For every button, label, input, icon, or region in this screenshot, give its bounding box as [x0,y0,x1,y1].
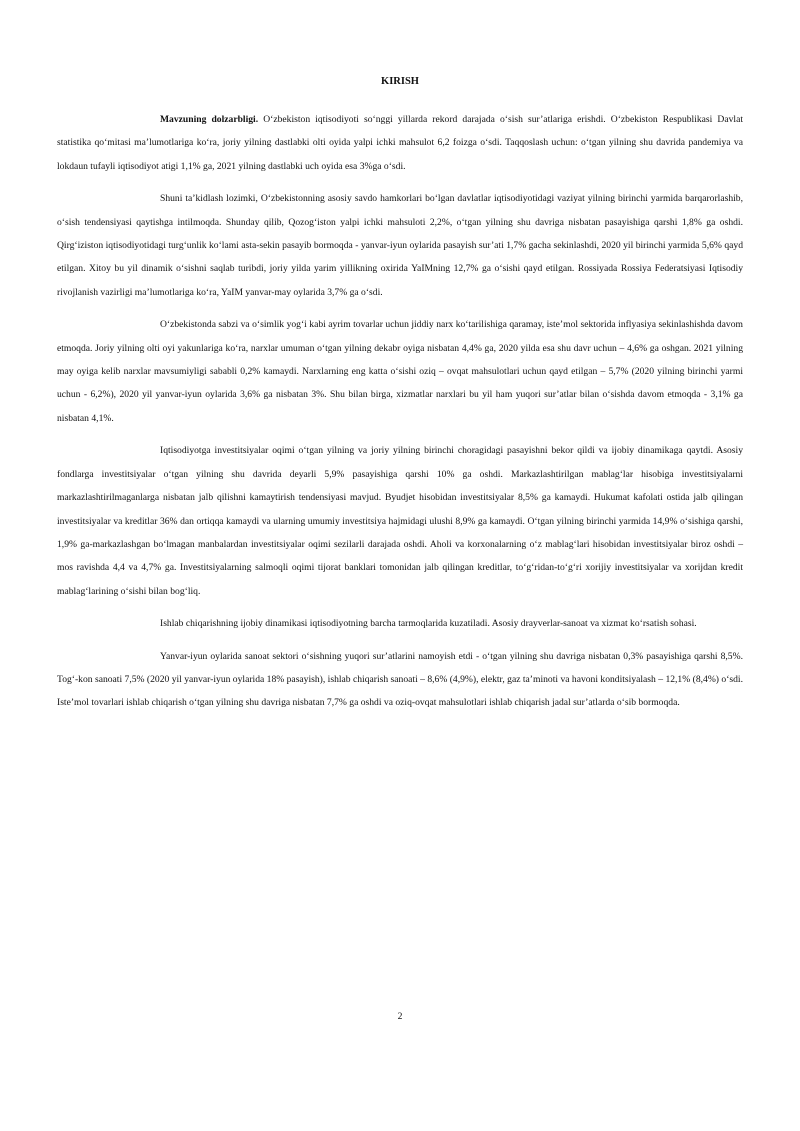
paragraph-relevance [57,108,743,178]
paragraph-inflation: O‘zbekistonda sabzi va o‘simlik yog‘i kabi ayrim tovarlar uchun jiddiy narx ko‘tarilishiga qaramay, iste’mol sektorida inflyasiya sekinlashishda davom etmoqda. Joriy yilning olti oyi yakunlariga ko‘ra, narxlar umuman o‘tgan yilning dekabr oyiga nisbatan 4,4% ga, 2020 yilda esa shu davr uchun – 4,6% ga oshgan. 2021 yilning may oyiga kelib narxlar mavsumiyligi sababli 0,2% kamaydi. Narxlarning eng katta o‘sishi oziq – ovqat mahsulotlari uchun qayd etilgan – 5,7% (2020 yilning birinchi yarmi uchun - 6,2%), 2020 yil yanvar-iyun oylarida 3,6% ga nisbatan 3%. Shu bilan birga, xizmatlar narxlari bu yil ham yuqori sur’atlar bilan o‘sishda davom etmoqda - 3,1% ga nisbatan 4,1%. [57,319,743,424]
section-heading: KIRISH [381,76,419,87]
paragraph-production: Ishlab chiqarishning ijobiy dinamikasi iqtisodiyotning barcha tarmoqlarida kuzatiladi. Asosiy drayverlar-sanoat va xizmat ko‘rsatish sohasi. [160,618,697,630]
paragraph-investments: Iqtisodiyotga investitsiyalar oqimi o‘tgan yilning va joriy yilning birinchi choragidagi pasayishni bekor qildi va ijobiy dinamikaga qaytdi. Asosiy fondlarga investitsiyalar o‘tgan yilning shu davrida deyarli 5,9% pasayishiga qarshi 10% ga oshdi. Markazlashtirilgan mablag‘lar hisobiga investitsiyalarni markazlashtirilmaganlarga nisbatan jalb qilishni kamaytirish tendensiyasi mavjud. Byudjet hisobidan investitsiyalar 8,5% ga kamaydi. Hukumat kafolati ostida jalb qilingan investitsiyalar va kreditlar 36% dan ortiqqa kamaydi va ularning umumiy investitsiya hajmidagi ulushi 8,9% ga kamaydi. O‘tgan yilning birinchi yarmida 14,9% o‘sishiga qarshi, 1,9% ga-markazlashgan bo‘lmagan manbalardan investitsiyalar oqimi sezilarli darajada oshdi. Aholi va korxonalarning o‘z mablag‘lari hisobidan investitsiyalar biroz oshdi – mos ravishda 4,4 va 4,7% ga. Investitsiyalarning salmoqli oqimi tijorat banklari tomonidan jalb qilingan kreditlar, to‘g‘ridan-to‘g‘ri xorijiy investitsiyalar va xorijdan kredit mablag‘larining o‘sishi bilan bog‘liq. [57,445,743,597]
paragraph-trade-partners: Shuni ta’kidlash lozimki, O‘zbekistonning asosiy savdo hamkorlari bo‘lgan davlatlar iqtisodiyotidagi vaziyat yilning birinchi yarmida barqarorlashib, o‘sish tendensiyasi qaytishga intilmoqda. Shunday qilib, Qozog‘iston yalpi ichki mahsuloti 2,2%, o‘tgan yilning shu davriga nisbatan pasayishiga qarshi 1,8% ga oshdi. Qirg‘iziston iqtisodiyotidagi turg‘unlik ko‘lami asta-sekin pasayib bormoqda - yanvar-iyun oylarida pasayish sur’ati 1,7% gacha sekinlashdi, 2020 yil birinchi yarmida 5,6% qayd etilgan. Xitoy bu yil dinamik o‘sishni saqlab turibdi, joriy yilda yarim yillikning oxirida YaIMning 12,7% ga o‘sishi qayd etilgan. Rossiyada Rossiya Federatsiyasi Iqtisodiy rivojlanish vazirligi ma’lumotlariga ko‘ra, YaIM yanvar-may oylarida 3,7% ga o‘sdi. [57,193,743,298]
paragraph-lead: Mavzuning dolzarbligi. [160,114,259,125]
paragraph-industry: Yanvar-iyun oylarida sanoat sektori o‘sishning yuqori sur’atlarini namoyish etdi - o‘tgan yilning shu davriga nisbatan 0,3% pasayishiga qarshi 8,5%. Tog‘-kon sanoati 7,5% (2020 yil yanvar-iyun oylarida 18% pasayish), ishlab chiqarish sanoati – 8,6% (4,9%), elektr, gaz ta’minoti va havoni konditsiyalash – 12,1% (8,4%) o‘sdi. Iste’mol tovarlari ishlab chiqarish o‘tgan yilning shu davriga nisbatan 7,7% ga oshdi va oziq-ovqat mahsulotlari ishlab chiqarish jadal sur’atlarda o‘sib bormoqda. [57,650,743,709]
paragraph-text: O‘zbekiston iqtisodiyoti so‘nggi yillarda rekord darajada o‘sish sur’atlariga erishdi. O‘zbekiston Respublikasi Davlat statistika qo‘mitasi ma’lumotlariga ko‘ra, joriy yilning dastlabki olti oyida yalpi ichki mahsulot 6,2 foizga o‘sdi. Taqqoslash uchun: o‘tgan yilning shu davrida pandemiya va lokdaun tufayli iqtisodiyot atigi 1,1% ga, 2021 yilning dastlabki uch oyida esa 3%ga o‘sdi. [57,114,743,172]
page-number: 2 [397,1011,403,1022]
